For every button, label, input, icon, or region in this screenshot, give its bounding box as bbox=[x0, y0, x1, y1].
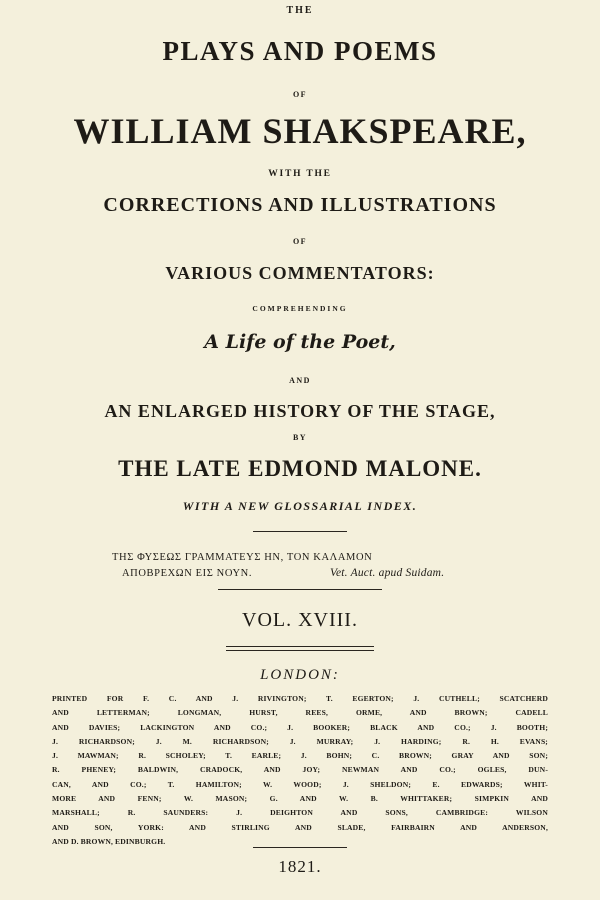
divider-rule-1 bbox=[253, 531, 347, 532]
of-line-1: OF bbox=[292, 90, 308, 99]
life-of-poet-line: A Life of the Poet, bbox=[204, 331, 396, 353]
greek-motto-line-2: ΑΠΟΒΡΕΧΩΝ ΕΙΣ ΝΟΥΝ. bbox=[122, 568, 253, 579]
by-line: BY bbox=[292, 433, 308, 442]
the-line: THE bbox=[286, 5, 314, 16]
imprint-line: J. MAWMAN; R. SCHOLEY; T. EARLE; J. BOHN; C. BROWN; GRAY AND SON; bbox=[52, 751, 548, 761]
divider-rule-3 bbox=[253, 847, 347, 848]
year-line: 1821. bbox=[278, 857, 322, 876]
editor-line: THE LATE EDMOND MALONE. bbox=[118, 456, 482, 481]
imprint-line: AND SON, YORK: AND STIRLING AND SLADE, FAIRBAIRN AND ANDERSON, bbox=[52, 822, 548, 832]
plays-and-poems: PLAYS AND POEMS bbox=[162, 36, 438, 66]
divider-rule-2 bbox=[218, 589, 382, 590]
imprint-line: AND LETTERMAN; LONGMAN, HURST, REES, ORME, AND BROWN; CADELL bbox=[52, 708, 548, 718]
commentators-line: VARIOUS COMMENTATORS: bbox=[165, 263, 435, 283]
of-line-2: OF bbox=[292, 237, 308, 246]
imprint-line: AND D. BROWN, EDINBURGH. bbox=[52, 836, 166, 846]
imprint-line: R. PHENEY; BALDWIN, CRADOCK, AND JOY; NEWMAN AND CO.; OGLES, DUN- bbox=[52, 765, 548, 775]
motto-attribution: Vet. Auct. apud Suidam. bbox=[330, 567, 445, 579]
greek-motto-line-1: ΤΗΣ ΦΥΣΕΩΣ ΓΡΑΜΜΑΤΕΥΣ ΗΝ, ΤΟΝ ΚΑΛΑΜΟΝ bbox=[112, 552, 373, 563]
history-line: AN ENLARGED HISTORY OF THE STAGE, bbox=[104, 401, 496, 421]
imprint-line: J. RICHARDSON; J. M. RICHARDSON; J. MURRAY; J. HARDING; R. H. EVANS; bbox=[52, 736, 548, 746]
imprint-line: MORE AND FENN; W. MASON; G. AND W. B. WHITTAKER; SIMPKIN AND bbox=[52, 794, 548, 804]
volume-line: VOL. XVIII. bbox=[242, 609, 358, 631]
corrections-line: CORRECTIONS AND ILLUSTRATIONS bbox=[103, 194, 497, 216]
divider-double-rule bbox=[226, 646, 374, 651]
imprint-line: CAN, AND CO.; T. HAMILTON; W. WOOD; J. SHELDON; E. EDWARDS; WHIT- bbox=[52, 779, 548, 789]
author-name: WILLIAM SHAKSPEARE, bbox=[73, 111, 527, 151]
comprehending-line: COMPREHENDING bbox=[252, 304, 348, 313]
imprint-line: AND DAVIES; LACKINGTON AND CO.; J. BOOKER; BLACK AND CO.; J. BOOTH; bbox=[52, 722, 548, 732]
imprint-line: MARSHALL; R. SAUNDERS: J. DEIGHTON AND SONS, CAMBRIDGE: WILSON bbox=[52, 808, 548, 818]
and-line: AND bbox=[289, 376, 311, 385]
printers-imprint bbox=[52, 692, 548, 849]
with-the-line: WITH THE bbox=[268, 169, 332, 179]
index-line: WITH A NEW GLOSSARIAL INDEX. bbox=[182, 499, 418, 513]
place-line: LONDON: bbox=[260, 667, 340, 683]
imprint-line: PRINTED FOR F. C. AND J. RIVINGTON; T. EGERTON; J. CUTHELL; SCATCHERD bbox=[52, 694, 548, 703]
